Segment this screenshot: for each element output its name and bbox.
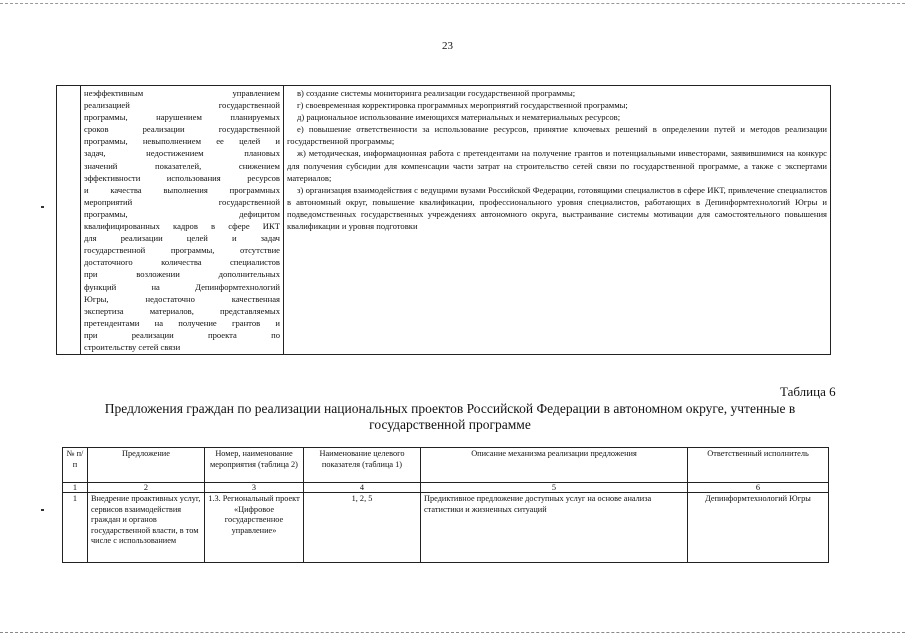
risk-line: эффективности использования ресурсов [84, 172, 280, 183]
event-cell: 1.3. Региональный проект «Цифровое государственное управление» [205, 493, 304, 563]
risk-line: при реализации проекта по [84, 329, 280, 340]
risk-line: при возложении дополнительных [84, 269, 280, 280]
risk-line: реализацией государственной [84, 100, 280, 111]
risk-line: Югры, недостаточно качественная [84, 293, 280, 304]
measure-paragraph: ж) методическая, информационная работа с претендентами на получение грантов и потенциальными инвесторами, заявившимися на конкурс для получения субсидии для компенсации части затрат на строительство сетей связи по государственной программе, а также с экспертами материалов; [287, 148, 827, 183]
risk-line: экспертиза материалов, представляемых [84, 305, 280, 316]
indicator-cell: 1, 2, 5 [304, 493, 421, 563]
empty-number-cell [57, 86, 81, 355]
risk-line: значений показателей, снижением [84, 160, 280, 171]
risk-line: достаточного количества специалистов [84, 257, 280, 268]
column-header: Номер, наименование мероприятия (таблица 2) [205, 448, 304, 483]
page-number: 23 [442, 40, 453, 52]
measures-cell [284, 86, 831, 355]
measure-paragraph: д) рациональное использование имеющихся материальных и нематериальных ресурсов; [297, 112, 621, 123]
risk-line: программы, невыполнением ее целей и [84, 136, 280, 147]
measure-paragraph: в) создание системы мониторинга реализации государственной программы; [297, 88, 576, 98]
risk-line: функций на Депинформтехнологий [84, 281, 280, 292]
column-header: Наименование целевого показателя (таблица 1) [304, 448, 421, 483]
risk-line: квалифицированных кадров в сфере ИКТ [84, 221, 280, 232]
risk-line: неэффективным управлением [84, 88, 280, 98]
column-header: Предложение [88, 448, 205, 483]
column-header: № п/п [63, 448, 88, 483]
risk-line: сроков реализации государственной [84, 124, 280, 135]
table-row [57, 86, 831, 355]
risk-measures-table [56, 85, 831, 355]
column-number: 4 [304, 483, 421, 493]
executor-cell: Депинформтехнологий Югры [688, 493, 829, 563]
column-number: 6 [688, 483, 829, 493]
column-header: Описание механизма реализации предложения [421, 448, 688, 483]
column-number: 5 [421, 483, 688, 493]
risk-line: программы, нарушением планируемых [84, 112, 280, 123]
table-row [63, 493, 829, 563]
measure-paragraph: г) своевременная корректировка программных мероприятий государственной программы; [297, 100, 628, 111]
table-label: Таблица 6 [780, 384, 836, 399]
column-header: Ответственный исполнитель [688, 448, 829, 483]
risk-line: программы, дефицитом [84, 208, 280, 219]
scan-edge-bottom [0, 632, 905, 633]
scan-speck [41, 509, 44, 511]
risk-line: претендентами на получение грантов и [84, 317, 280, 328]
risk-line: задач, недостижением плановых [84, 148, 280, 159]
mechanism-cell: Предиктивное предложение доступных услуг на основе анализа статистики и жизненных ситуаций [421, 493, 688, 563]
proposal-cell: Внедрение проактивных услуг, сервисов взаимодействия граждан и органов государственной власти, в том числе с использованием [88, 493, 205, 563]
measure-paragraph: е) повышение ответственности за использование ресурсов, принятие ключевых решений в определении путей и методов реализации государственной программы; [287, 124, 827, 147]
risk-line: строительству сетей связи [84, 341, 181, 352]
risk-line: и качества выполнения программных [84, 184, 280, 195]
row-number: 1 [63, 493, 88, 563]
risk-description-cell [81, 86, 284, 355]
column-number: 3 [205, 483, 304, 493]
column-number: 1 [63, 483, 88, 493]
risk-line: для реализации целей и задач [84, 233, 280, 244]
table-title: Предложения граждан по реализации национальных проектов Российской Федерации в автономном округе, учтенные в государственной программе [104, 401, 796, 432]
measure-paragraph: з) организация взаимодействия с ведущими вузами Российской Федерации, готовящими специалистов в сфере ИКТ, привлечение специалистов в автономный округ, повышение квалификации, профессионального уровня специалистов, работающих в Депинформтехнологий Югры и подведомственных государственных учреждениях автономного округа, выстраивание системы мотивации для самостоятельного повышения квалификации и уровня подготовки [287, 184, 827, 232]
column-number: 2 [88, 483, 205, 493]
risk-line: мероприятий государственной [84, 196, 280, 207]
scan-edge-top [0, 3, 905, 4]
scan-speck [41, 206, 44, 208]
risk-line: государственной программы, отсутствие [84, 245, 280, 256]
column-number-row [63, 483, 829, 493]
citizen-proposals-table [62, 447, 829, 563]
table-header-row [63, 448, 829, 483]
